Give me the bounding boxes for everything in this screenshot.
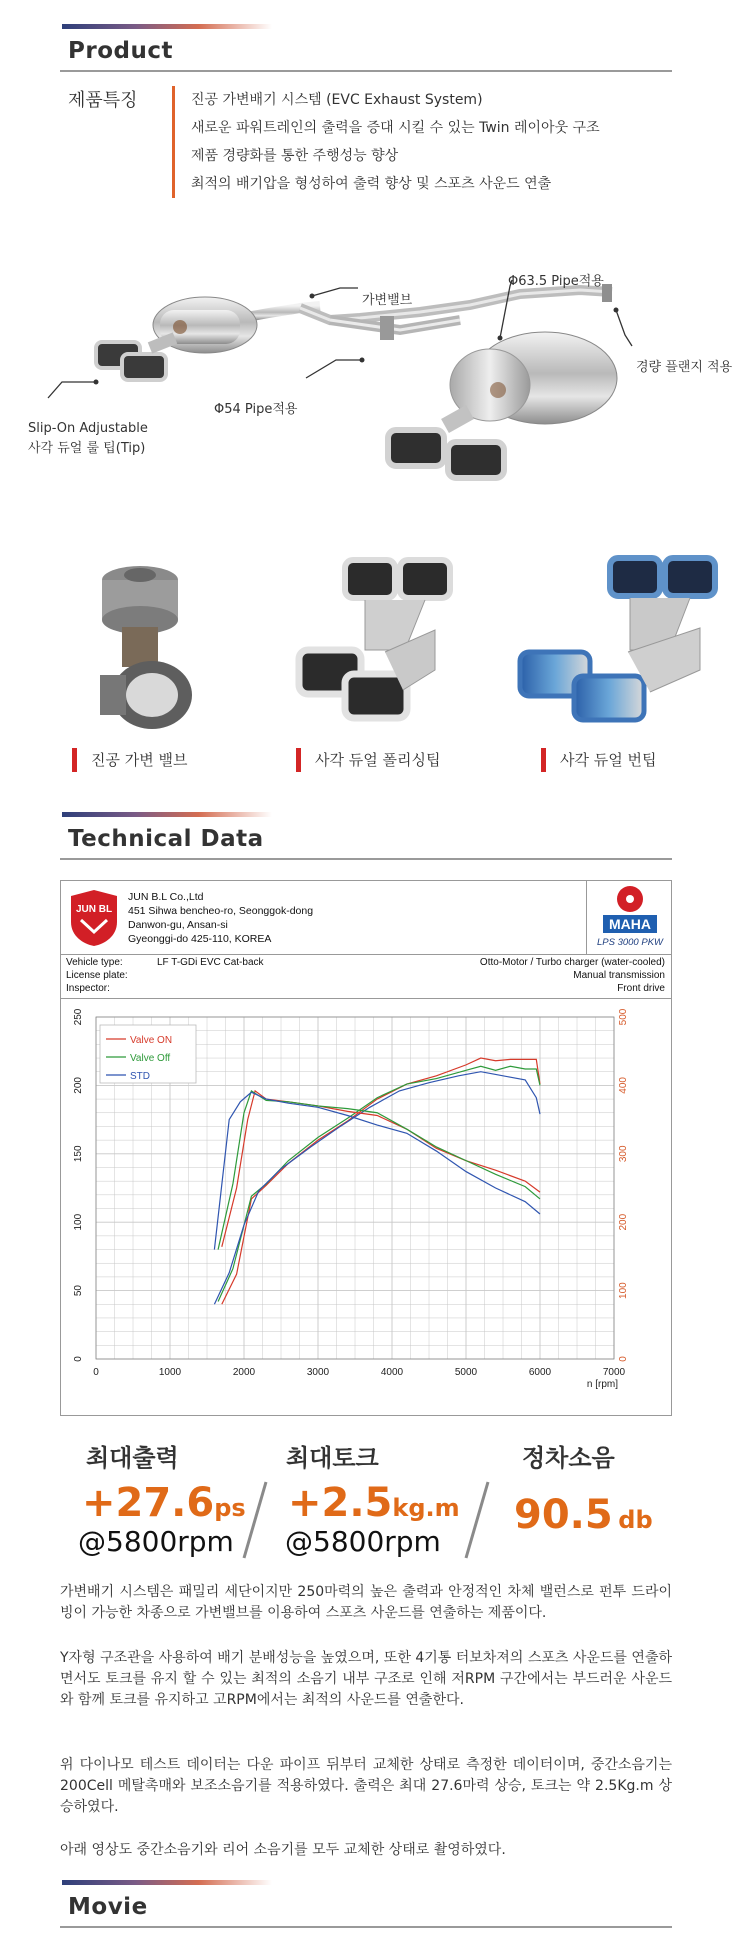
dyno-header: [61, 881, 671, 955]
legend-label: STD: [130, 1071, 150, 1082]
legend-label: Valve Off: [130, 1053, 171, 1064]
license-plate-label: License plate:: [66, 970, 128, 981]
x-axis-label: n [rpm]: [586, 1379, 618, 1390]
pipe63-callout: Φ63.5 Pipe적용: [508, 274, 604, 289]
x-tick-label: 4000: [380, 1367, 404, 1378]
maha-logo-box: [586, 881, 671, 954]
tip-callout-line1: Slip-On Adjustable: [28, 421, 148, 436]
x-tick-label: 3000: [306, 1367, 330, 1378]
address-line: Danwon-gu, Ansan-si: [128, 919, 228, 931]
y-right-tick-label: 100: [618, 1282, 629, 1299]
feature-label: 제품특징: [68, 90, 138, 111]
tip-callout-line2: 사각 듀얼 룰 팁(Tip): [28, 441, 146, 456]
power-value-unit: ps: [214, 1494, 246, 1522]
section-accent-bar: [62, 24, 272, 29]
y-right-tick-label: 200: [618, 1213, 629, 1231]
valve-callout: 가변밸브: [362, 293, 413, 308]
part-title-polished-tip: 사각 듀얼 폴리싱팁: [296, 748, 440, 772]
idle-noise-label: 정차소음: [522, 1444, 615, 1472]
section-divider: [60, 1926, 672, 1928]
pipe54-callout: Φ54 Pipe적용: [214, 402, 298, 417]
x-tick-label: 6000: [528, 1367, 552, 1378]
idle-noise-value: [514, 1492, 653, 1538]
burnt-tip-image: [510, 540, 740, 740]
transmission-value: Manual transmission: [573, 970, 665, 981]
feature-list: [172, 86, 600, 198]
y-left-tick-label: 0: [73, 1356, 84, 1362]
description-paragraph: Y자형 구조관을 사용하여 배기 분배성능을 높였으며, 또한 4기통 터보차져의 스포츠 사운드를 연출하면서도 토크를 유지 할 수 있는 최적의 소음기 내부 구조로 인해 저RPM 구간에서는 부드러운 사운드와 함께 토크를 유지하고 고RPM에서는 최적의 사운드를 연출한다.: [60, 1650, 672, 1708]
vacuum-valve-image: [60, 545, 240, 735]
max-power-value: [82, 1480, 246, 1526]
separator-slash: [462, 1480, 492, 1560]
x-tick-label: 0: [93, 1367, 99, 1378]
feature-item: 새로운 파워트레인의 출력을 증대 시킬 수 있는 Twin 레이아웃 구조: [191, 120, 600, 136]
technical-section-title: Technical Data: [68, 826, 264, 852]
separator-slash: [240, 1480, 270, 1560]
section-accent-bar: [62, 1880, 272, 1885]
dyno-chart: [61, 999, 671, 1415]
movie-section-title: Movie: [68, 1894, 148, 1920]
maha-logo-text: MAHA: [609, 916, 651, 932]
junbl-logo-text: JUN BL: [75, 904, 113, 915]
y-left-tick-label: 200: [73, 1077, 84, 1094]
torque-value-unit: kg.m: [392, 1494, 460, 1522]
x-tick-label: 7000: [602, 1367, 626, 1378]
feature-item: 제품 경량화를 통한 주행성능 향상: [191, 148, 399, 164]
section-accent-bar: [62, 812, 272, 817]
vehicle-type-label: Vehicle type:: [66, 957, 123, 968]
y-right-tick-label: 0: [618, 1356, 629, 1362]
description-paragraph: 아래 영상도 중간소음기와 리어 소음기를 모두 교체한 상태로 촬영하였다.: [60, 1842, 506, 1858]
max-power-label: 최대출력: [86, 1444, 179, 1472]
part-title-valve: 진공 가변 밸브: [72, 748, 187, 772]
x-tick-label: 5000: [454, 1367, 478, 1378]
feature-item: 진공 가변배기 시스템 (EVC Exhaust System): [191, 92, 483, 108]
feature-item: 최적의 배기압을 형성하여 출력 향상 및 스포츠 사운드 연출: [191, 176, 552, 192]
y-right-tick-label: 300: [618, 1145, 629, 1163]
y-right-tick-label: 500: [618, 1008, 629, 1026]
company-address: [128, 890, 313, 946]
max-torque-value: [288, 1480, 460, 1526]
description-paragraph: 위 다이나모 테스트 데이터는 다운 파이프 뒤부터 교체한 상태로 측정한 데이터이며, 중간소음기는 200Cell 메탈촉매와 보조소음기를 적용하였다. 출력은 최대 27.6마력 상승, 토크는 약 2.5Kg.m 상승하였다.: [60, 1757, 672, 1815]
inspector-label: Inspector:: [66, 983, 110, 994]
section-divider: [60, 858, 672, 860]
part-title-burnt-tip: 사각 듀얼 번팁: [541, 748, 656, 772]
x-tick-label: 2000: [232, 1367, 256, 1378]
y-right-tick-label: 400: [618, 1077, 629, 1094]
description-paragraph: 가변배기 시스템은 패밀리 세단이지만 250마력의 높은 출력과 안정적인 차체 밸런스로 펀투 드라이빙이 가능한 차종으로 가변밸브를 이용하여 스포츠 사운드를 연출하는 제품이다.: [60, 1584, 672, 1621]
power-value-number: +27.6: [82, 1480, 215, 1526]
address-line: 451 Sihwa bencheo-ro, Seonggok-dong: [128, 905, 314, 917]
y-left-tick-label: 150: [73, 1145, 84, 1163]
company-name: JUN B.L Co.,Ltd: [128, 891, 204, 903]
section-divider: [60, 70, 672, 72]
torque-value-number: +2.5: [288, 1480, 393, 1526]
dyno-sheet: [60, 880, 672, 1416]
noise-value-number: 90.5: [514, 1492, 613, 1538]
engine-value: Otto-Motor / Turbo charger (water-cooled): [479, 957, 665, 968]
noise-value-unit: db: [618, 1506, 653, 1534]
x-tick-label: 1000: [158, 1367, 182, 1378]
vehicle-info: [61, 955, 671, 999]
maha-logo: [597, 885, 663, 935]
max-power-rpm: @5800rpm: [78, 1525, 234, 1558]
junbl-logo: [67, 888, 121, 948]
y-left-tick-label: 250: [73, 1008, 84, 1026]
maha-model: LPS 3000 PKW: [596, 937, 663, 948]
y-left-tick-label: 50: [73, 1285, 84, 1297]
legend-label: Valve ON: [130, 1035, 173, 1046]
vehicle-type-value: LF T-GDi EVC Cat-back: [157, 957, 264, 968]
product-section-title: Product: [68, 38, 173, 64]
y-left-tick-label: 100: [73, 1213, 84, 1231]
max-torque-label: 최대토크: [286, 1444, 379, 1472]
drive-value: Front drive: [617, 983, 665, 994]
max-torque-rpm: @5800rpm: [285, 1525, 441, 1558]
address-line: Gyeonggi-do 425-110, KOREA: [128, 933, 272, 945]
flange-callout: 경량 플랜지 적용: [636, 360, 733, 375]
polished-tip-image: [285, 540, 475, 740]
series-line: [218, 1091, 540, 1250]
